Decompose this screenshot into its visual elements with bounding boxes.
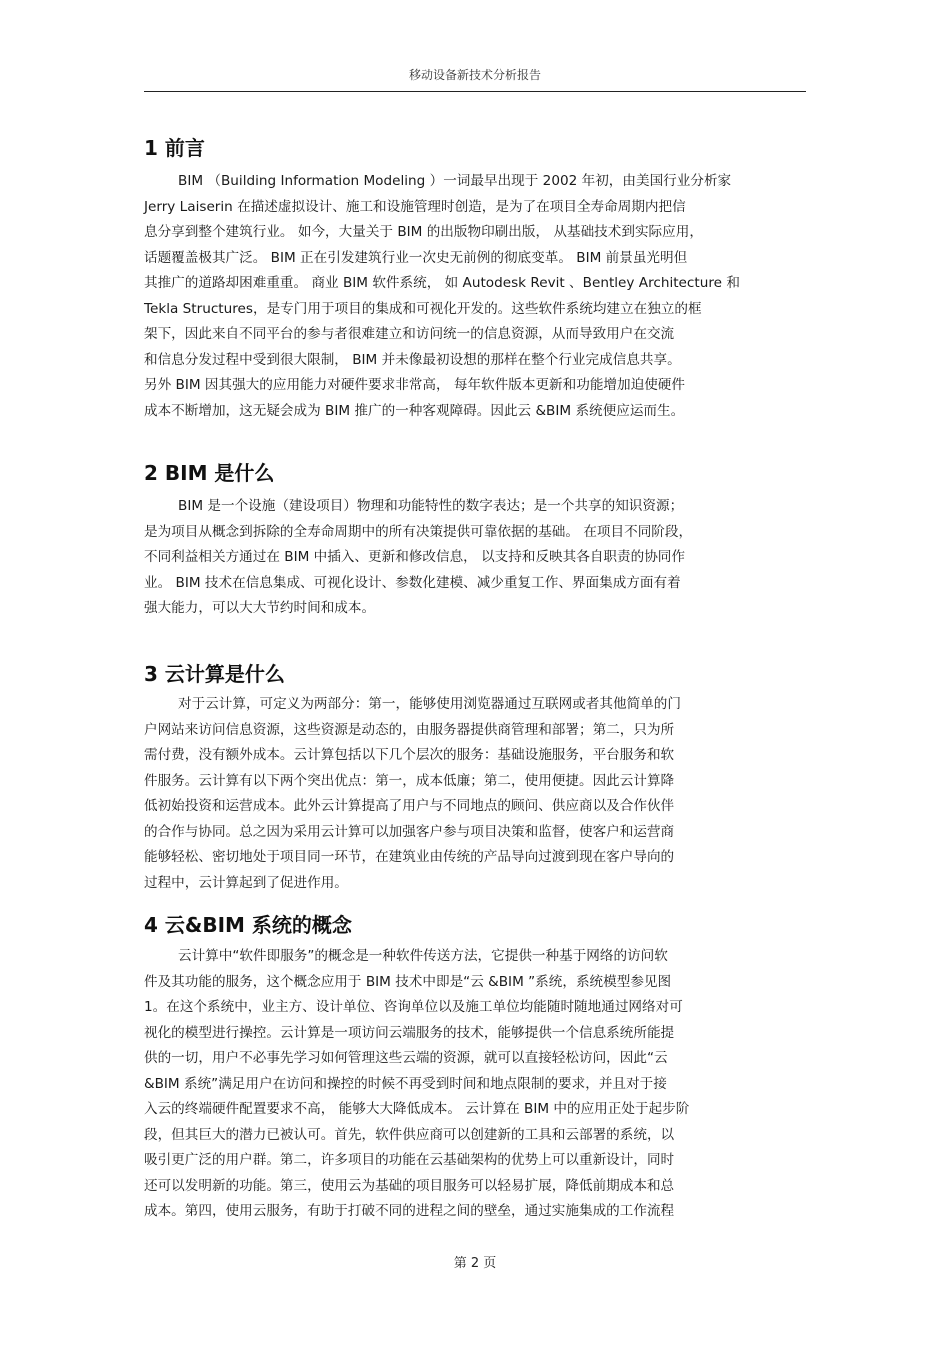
- section-heading-4: 4 云&BIM 系统的概念: [144, 913, 352, 937]
- paragraph-line: 和信息分发过程中受到很大限制， BIM 并未像最初设想的那样在整个行业完成信息共享。: [144, 351, 681, 368]
- paragraph-line: BIM （Building Information Modeling ）一词最早出现于 2002 年初，由美国行业分析家: [178, 173, 732, 189]
- page-number: 第 2 页: [453, 1256, 497, 1271]
- paragraph-line: 视化的模型进行操控。云计算是一项访问云端服务的技术，能够提供一个信息系统所能提: [144, 1024, 675, 1041]
- paragraph-line: &BIM 系统”满足用户在访问和操控的时候不再受到时间和地点限制的要求，并且对于接: [144, 1075, 667, 1092]
- paragraph-line: 息分享到整个建筑行业。 如今，大量关于 BIM 的出版物印刷出版， 从基础技术到实际应用，: [144, 224, 703, 240]
- paragraph-line: 不同利益相关方通过在 BIM 中插入、更新和修改信息， 以支持和反映其各自职责的协同作: [144, 549, 685, 565]
- section-body-3: [144, 692, 809, 896]
- paragraph-line: 件服务。云计算有以下两个突出优点：第一，成本低廉；第二，使用便捷。因此云计算降: [144, 772, 675, 789]
- paragraph-line: 还可以发明新的功能。第三，使用云为基础的项目服务可以轻易扩展，降低前期成本和总: [144, 1177, 675, 1194]
- paragraph-line: BIM 是一个设施（建设项目）物理和功能特性的数字表达；是一个共享的知识资源；: [178, 498, 684, 514]
- paragraph-line: 件及其功能的服务，这个概念应用于 BIM 技术中即是“云 &BIM ”系统，系统模型参见图: [144, 973, 672, 990]
- paragraph-line: 能够轻松、密切地处于项目同一环节，在建筑业由传统的产品导向过渡到现在客户导向的: [144, 849, 675, 865]
- header-divider: [144, 91, 806, 92]
- section-heading-1: 1 前言: [144, 136, 205, 160]
- paragraph-line: 强大能力，可以大大节约时间和成本。: [144, 600, 376, 616]
- paragraph-line: 其推广的道路却困难重重。 商业 BIM 软件系统， 如 Autodesk Revit 、Bentley Architecture 和: [144, 275, 740, 291]
- paragraph-line: 低初始投资和运营成本。此外云计算提高了用户与不同地点的顾问、供应商以及合作伙伴: [144, 798, 675, 814]
- paragraph-line: 是为项目从概念到拆除的全寿命周期中的所有决策提供可靠依据的基础。 在项目不同阶段，: [144, 523, 693, 540]
- paragraph-line: 吸引更广泛的用户群。第二，许多项目的功能在云基础架构的优势上可以重新设计，同时: [144, 1152, 675, 1168]
- paragraph-line: 成本。第四，使用云服务，有助于打破不同的进程之间的壁垒，通过实施集成的工作流程: [144, 1203, 675, 1219]
- paragraph-line: 话题覆盖极其广泛。 BIM 正在引发建筑行业一次史无前例的彻底变革。 BIM 前景虽光明但: [144, 249, 688, 266]
- paragraph-line: 成本不断增加，这无疑会成为 BIM 推广的一种客观障碍。因此云 &BIM 系统便应运而生。: [144, 402, 685, 419]
- paragraph-line: 云计算中“软件即服务”的概念是一种软件传送方法，它提供一种基于网络的访问软: [178, 948, 668, 964]
- paragraph-line: 户网站来访问信息资源，这些资源是动态的，由服务器提供商管理和部署；第二，只为所: [144, 721, 675, 738]
- section-body-1: [144, 169, 809, 424]
- paragraph-line: 供的一切，用户不必事先学习如何管理这些云端的资源，就可以直接轻松访问，因此“云: [144, 1050, 668, 1066]
- paragraph-line: 架下，因此来自不同平台的参与者很难建立和访问统一的信息资源，从而导致用户在交流: [144, 326, 675, 342]
- paragraph-line: 需付费，没有额外成本。云计算包括以下几个层次的服务：基础设施服务，平台服务和软: [144, 747, 675, 763]
- section-heading-3: 3 云计算是什么: [144, 662, 285, 686]
- paragraph-line: 业。 BIM 技术在信息集成、可视化设计、参数化建模、减少重复工作、界面集成方面有着: [144, 574, 681, 591]
- section-body-2: [144, 494, 809, 622]
- paragraph-line: 入云的终端硬件配置要求不高， 能够大大降低成本。 云计算在 BIM 中的应用正处于起步阶: [144, 1101, 690, 1117]
- page-header: 移动设备新技术分析报告: [408, 68, 541, 82]
- paragraph-line: 段，但其巨大的潜力已被认可。首先，软件供应商可以创建新的工具和云部署的系统，以: [144, 1126, 675, 1143]
- paragraph-line: Tekla Structures，是专门用于项目的集成和可视化开发的。这些软件系统均建立在独立的框: [144, 300, 702, 317]
- paragraph-line: Jerry Laiserin 在描述虚拟设计、施工和设施管理时创造，是为了在项目全寿命周期内把信: [144, 198, 686, 215]
- paragraph-line: 的合作与协同。总之因为采用云计算可以加强客户参与项目决策和监督，使客户和运营商: [144, 823, 675, 840]
- paragraph-line: 对于云计算，可定义为两部分：第一，能够使用浏览器通过互联网或者其他简单的门: [178, 696, 681, 712]
- paragraph-line: 1。在这个系统中，业主方、设计单位、咨询单位以及施工单位均能随时随地通过网络对可: [144, 999, 683, 1015]
- paragraph-line: 过程中，云计算起到了促进作用。: [144, 874, 348, 891]
- section-body-4: [144, 944, 809, 1225]
- paragraph-line: 另外 BIM 因其强大的应用能力对硬件要求非常高， 每年软件版本更新和功能增加迫使硬件: [144, 377, 685, 393]
- section-heading-2: 2 BIM 是什么: [144, 461, 275, 485]
